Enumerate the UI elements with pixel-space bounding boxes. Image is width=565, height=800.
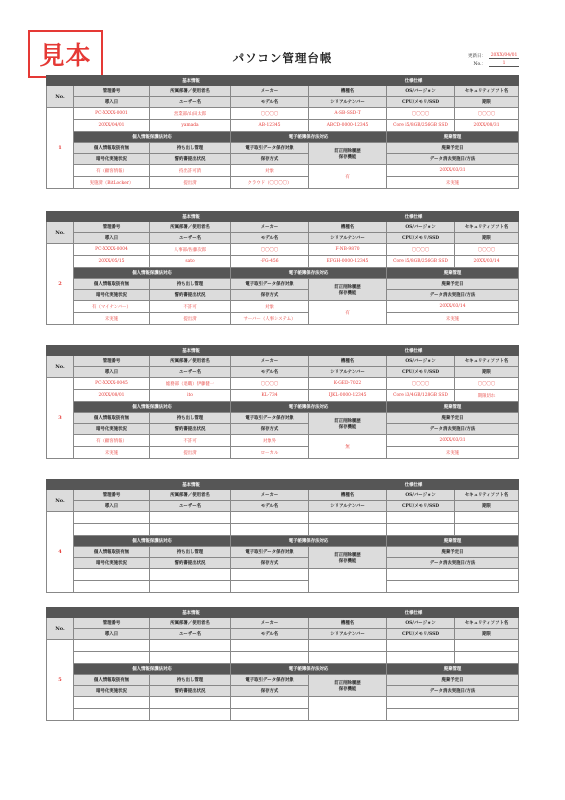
field-cpu[interactable]: Core i5/8GB/256GB SSD [387,256,455,268]
field-privacy-flag[interactable] [74,697,150,709]
col-header-os: OS/バージョン [387,86,455,97]
field-expiry[interactable]: 期限切れ [455,390,519,402]
tamper-header-line2: 保存機能 [338,424,357,430]
col-header-erase: データ消去実施日/方法 [387,686,519,697]
col-header-tamper [309,279,387,301]
field-os[interactable]: 〇〇〇〇 [387,108,455,120]
col-header-serial: シリアルナンバー [309,367,387,378]
record-table [46,607,519,721]
col-header-mgmt-no: 管理番号 [74,86,150,97]
tamper-header-line2: 保存機能 [338,558,357,564]
header-spacer [47,608,74,618]
header-asset: 廃棄管理 [387,402,519,413]
col-header-privacy-flag: 個人情報取扱有無 [74,279,150,290]
col-header-carry: 持ち出し管理 [150,413,231,424]
header-spacer [47,212,74,222]
col-header-model: 機種名 [309,618,387,629]
record-number: 3 [47,378,74,459]
update-date-label: 更新日： [468,54,486,59]
header-spacer [47,480,74,490]
field-disposal-date[interactable]: 20XX/03/14 [387,301,519,313]
col-header-storage: 保存方式 [231,154,309,165]
field-cpu[interactable] [387,652,455,664]
col-header-expiry: 期限 [455,501,519,512]
field-dept[interactable]: 営業部/山田太郎 [150,108,231,120]
col-header-model-name: モデル名 [231,233,309,244]
field-storage[interactable] [231,581,309,593]
field-pledge[interactable] [150,709,231,721]
field-tamper[interactable]: 有 [309,301,387,325]
field-pledge[interactable]: 提出済 [150,177,231,189]
header-basic-info: 基本情報 [74,212,309,222]
field-privacy-flag[interactable] [74,569,150,581]
page-title: パソコン管理台帳 [232,51,333,65]
col-header-expiry: 期限 [455,233,519,244]
col-header-maker: メーカー [231,490,309,501]
field-expiry[interactable] [455,524,519,536]
field-ebook-target[interactable] [231,697,309,709]
field-expiry[interactable] [455,652,519,664]
field-storage[interactable] [231,709,309,721]
field-maker[interactable]: 〇〇〇〇 [231,108,309,120]
col-header-pledge: 誓約書提出状況 [150,558,231,569]
field-model-name[interactable]: -FG-456 [231,256,309,268]
field-tamper[interactable]: 有 [309,165,387,189]
tamper-header-line1: 訂正削除履歴 [334,418,361,424]
field-tamper[interactable]: 無 [309,435,387,459]
col-header-ebook-target: 電子取引データ保存対象 [231,675,309,686]
field-os[interactable] [387,640,455,652]
col-header-disposal-date: 廃棄予定日 [387,279,519,290]
field-security[interactable] [455,640,519,652]
header-spacer [47,76,74,86]
sheet-no-label: No.： [473,62,486,67]
header-privacy: 個人情報保護法対応 [74,132,231,143]
record-block [46,607,518,721]
field-serial[interactable] [309,524,387,536]
record-number: 4 [47,512,74,593]
col-header-pledge: 誓約書提出状況 [150,686,231,697]
col-header-storage: 保存方式 [231,424,309,435]
header-spec-info: 仕様仕様 [309,212,519,222]
field-serial[interactable]: ABCD-0000-12345 [309,120,387,132]
field-intro-date[interactable]: 20XX/05/15 [74,256,150,268]
tamper-header-line1: 訂正削除履歴 [334,552,361,558]
field-erase[interactable]: 未実施 [387,447,519,459]
col-header-disposal-date: 廃棄予定日 [387,547,519,558]
col-header-expiry: 期限 [455,367,519,378]
field-ebook-target[interactable]: 対象 [231,165,309,177]
col-header-intro-date: 導入日 [74,97,150,108]
field-user[interactable] [150,524,231,536]
header-spacer [47,346,74,356]
field-user[interactable]: ito [150,390,231,402]
record-block [46,479,518,593]
col-header-serial: シリアルナンバー [309,97,387,108]
col-header-carry: 持ち出し管理 [150,547,231,558]
col-header-expiry: 期限 [455,97,519,108]
header-privacy: 個人情報保護法対応 [74,536,231,547]
col-header-tamper [309,675,387,697]
col-header-os: OS/バージョン [387,222,455,233]
header-basic-info: 基本情報 [74,346,309,356]
col-header-dept: 所属部署／使用者名 [150,356,231,367]
field-encrypt[interactable] [74,581,150,593]
col-header-intro-date: 導入日 [74,629,150,640]
field-disposal-date[interactable]: 20XX/03/31 [387,435,519,447]
record-block [46,211,518,325]
no-header: No. [47,86,74,108]
field-os[interactable]: 〇〇〇〇 [387,378,455,390]
field-carry[interactable]: 不許可 [150,301,231,313]
col-header-dept: 所属部署／使用者名 [150,222,231,233]
update-date-row [468,52,519,60]
header-spec-info: 仕様仕様 [309,480,519,490]
col-header-ebook-target: 電子取引データ保存対象 [231,279,309,290]
header-spec-info: 仕様仕様 [309,76,519,86]
field-dept[interactable]: 人事部/佐藤次郎 [150,244,231,256]
col-header-dept: 所属部署／使用者名 [150,490,231,501]
field-model-name[interactable] [231,524,309,536]
field-os[interactable] [387,512,455,524]
sheet-no-value[interactable]: 1 [489,61,519,67]
field-carry[interactable] [150,569,231,581]
record-block [46,75,518,189]
record-table [46,75,519,189]
record-table [46,345,519,459]
field-erase[interactable]: 未実施 [387,177,519,189]
field-model[interactable]: F-NB-9870 [309,244,387,256]
col-header-security: セキュリティソフト名 [455,356,519,367]
field-model-name[interactable] [231,652,309,664]
tamper-header-line1: 訂正削除履歴 [334,284,361,290]
header-ebook: 電子帳簿保存法対応 [231,268,387,279]
col-header-encrypt: 暗号化実施状況 [74,558,150,569]
field-dept[interactable] [150,512,231,524]
col-header-model: 機種名 [309,356,387,367]
field-ebook-target[interactable] [231,569,309,581]
field-disposal-date[interactable] [387,569,519,581]
field-model[interactable] [309,640,387,652]
no-header: No. [47,490,74,512]
field-mgmt-no[interactable] [74,512,150,524]
field-encrypt[interactable]: 未実施 [74,447,150,459]
field-pledge[interactable] [150,581,231,593]
field-carry[interactable] [150,697,231,709]
field-model-name[interactable]: AB-12345 [231,120,309,132]
field-maker[interactable] [231,512,309,524]
field-mgmt-no[interactable]: PC-XXXX-0001 [74,108,150,120]
field-model[interactable]: K-GED-7022 [309,378,387,390]
col-header-mgmt-no: 管理番号 [74,490,150,501]
col-header-disposal-date: 廃棄予定日 [387,413,519,424]
col-header-intro-date: 導入日 [74,501,150,512]
col-header-pledge: 誓約書提出状況 [150,424,231,435]
col-header-privacy-flag: 個人情報取扱有無 [74,413,150,424]
field-privacy-flag[interactable]: 有（顧客情報） [74,435,150,447]
col-header-cpu: CPU/メモリ/SSD [387,97,455,108]
field-security[interactable]: 〇〇〇〇 [455,108,519,120]
header-ebook: 電子帳簿保存法対応 [231,664,387,675]
header-ebook: 電子帳簿保存法対応 [231,536,387,547]
record-table [46,479,519,593]
field-disposal-date[interactable] [387,697,519,709]
col-header-intro-date: 導入日 [74,367,150,378]
sheet-no-row [468,60,519,68]
field-erase[interactable] [387,581,519,593]
field-model-name[interactable]: KL-734 [231,390,309,402]
col-header-maker: メーカー [231,222,309,233]
field-security[interactable] [455,512,519,524]
col-header-erase: データ消去実施日/方法 [387,424,519,435]
col-header-erase: データ消去実施日/方法 [387,154,519,165]
meta-box [468,52,519,68]
col-header-privacy-flag: 個人情報取扱有無 [74,675,150,686]
tamper-header-line2: 保存機能 [338,290,357,296]
col-header-cpu: CPU/メモリ/SSD [387,367,455,378]
col-header-storage: 保存方式 [231,290,309,301]
field-maker[interactable] [231,640,309,652]
col-header-mgmt-no: 管理番号 [74,222,150,233]
col-header-model-name: モデル名 [231,629,309,640]
field-security[interactable]: 〇〇〇〇 [455,244,519,256]
field-expiry[interactable]: 20XX/03/14 [455,256,519,268]
field-carry[interactable]: 不許可 [150,435,231,447]
col-header-pledge: 誓約書提出状況 [150,154,231,165]
field-disposal-date[interactable]: 20XX/03/31 [387,165,519,177]
col-header-erase: データ消去実施日/方法 [387,290,519,301]
field-encrypt[interactable] [74,709,150,721]
field-security[interactable]: 〇〇〇〇 [455,378,519,390]
field-storage[interactable]: サーバー（人事システム） [231,313,309,325]
col-header-maker: メーカー [231,86,309,97]
col-header-expiry: 期限 [455,629,519,640]
header-asset: 廃棄管理 [387,132,519,143]
col-header-encrypt: 暗号化実施状況 [74,154,150,165]
col-header-carry: 持ち出し管理 [150,675,231,686]
field-encrypt[interactable]: 実施済（BitLocker） [74,177,150,189]
header-privacy: 個人情報保護法対応 [74,402,231,413]
col-header-model: 機種名 [309,490,387,501]
col-header-os: OS/バージョン [387,618,455,629]
field-dept[interactable] [150,640,231,652]
update-date-value[interactable]: 20XX/04/01 [490,53,518,58]
col-header-cpu: CPU/メモリ/SSD [387,629,455,640]
col-header-tamper [309,413,387,435]
record-number: 1 [47,108,74,189]
col-header-carry: 持ち出し管理 [150,279,231,290]
col-header-model-name: モデル名 [231,367,309,378]
col-header-disposal-date: 廃棄予定日 [387,675,519,686]
col-header-privacy-flag: 個人情報取扱有無 [74,143,150,154]
record-number: 5 [47,640,74,721]
field-carry[interactable]: 持出許可済 [150,165,231,177]
col-header-mgmt-no: 管理番号 [74,618,150,629]
no-header: No. [47,356,74,378]
header-privacy: 個人情報保護法対応 [74,664,231,675]
col-header-serial: シリアルナンバー [309,629,387,640]
col-header-pledge: 誓約書提出状況 [150,290,231,301]
field-tamper[interactable] [309,697,387,721]
tamper-header-line1: 訂正削除履歴 [334,680,361,686]
record-block [46,345,518,459]
col-header-cpu: CPU/メモリ/SSD [387,501,455,512]
col-header-storage: 保存方式 [231,686,309,697]
field-cpu[interactable]: Core i5/8GB/256GB SSD [387,120,455,132]
field-privacy-flag[interactable]: 有（マイナンバー） [74,301,150,313]
col-header-security: セキュリティソフト名 [455,222,519,233]
field-user[interactable]: yamada [150,120,231,132]
no-header: No. [47,222,74,244]
col-header-user: ユーザー名 [150,233,231,244]
header-basic-info: 基本情報 [74,480,309,490]
col-header-mgmt-no: 管理番号 [74,356,150,367]
col-header-security: セキュリティソフト名 [455,86,519,97]
field-intro-date[interactable] [74,652,150,664]
header-ebook: 電子帳簿保存法対応 [231,402,387,413]
col-header-carry: 持ち出し管理 [150,143,231,154]
tamper-header-line2: 保存機能 [338,686,357,692]
field-model[interactable] [309,512,387,524]
field-os[interactable]: 〇〇〇〇 [387,244,455,256]
field-storage[interactable]: ローカル [231,447,309,459]
col-header-maker: メーカー [231,618,309,629]
col-header-security: セキュリティソフト名 [455,618,519,629]
no-header: No. [47,618,74,640]
col-header-os: OS/バージョン [387,356,455,367]
header-basic-info: 基本情報 [74,76,309,86]
tamper-header-line2: 保存機能 [338,154,357,160]
col-header-user: ユーザー名 [150,97,231,108]
col-header-model: 機種名 [309,86,387,97]
col-header-serial: シリアルナンバー [309,233,387,244]
col-header-user: ユーザー名 [150,501,231,512]
col-header-tamper [309,547,387,569]
col-header-model-name: モデル名 [231,501,309,512]
col-header-cpu: CPU/メモリ/SSD [387,233,455,244]
header-basic-info: 基本情報 [74,608,309,618]
header-spec-info: 仕様仕様 [309,346,519,356]
header-asset: 廃棄管理 [387,664,519,675]
col-header-ebook-target: 電子取引データ保存対象 [231,143,309,154]
col-header-user: ユーザー名 [150,629,231,640]
field-intro-date[interactable]: 20XX/04/01 [74,120,150,132]
header-ebook: 電子帳簿保存法対応 [231,132,387,143]
field-user[interactable]: sato [150,256,231,268]
field-storage[interactable]: クラウド（〇〇〇〇） [231,177,309,189]
col-header-erase: データ消去実施日/方法 [387,558,519,569]
col-header-privacy-flag: 個人情報取扱有無 [74,547,150,558]
col-header-model-name: モデル名 [231,97,309,108]
field-user[interactable] [150,652,231,664]
col-header-maker: メーカー [231,356,309,367]
header-asset: 廃棄管理 [387,268,519,279]
field-ebook-target[interactable]: 対象外 [231,435,309,447]
header-asset: 廃棄管理 [387,536,519,547]
col-header-tamper [309,143,387,165]
field-erase[interactable]: 未実施 [387,313,519,325]
field-intro-date[interactable]: 20XX/08/01 [74,390,150,402]
col-header-dept: 所属部署／使用者名 [150,86,231,97]
col-header-intro-date: 導入日 [74,233,150,244]
field-mgmt-no[interactable]: PC-XXXX-0004 [74,244,150,256]
field-erase[interactable] [387,709,519,721]
col-header-os: OS/バージョン [387,490,455,501]
col-header-encrypt: 暗号化実施状況 [74,686,150,697]
field-serial[interactable]: IJKL-0000-12345 [309,390,387,402]
record-number: 2 [47,244,74,325]
col-header-security: セキュリティソフト名 [455,490,519,501]
header-privacy: 個人情報保護法対応 [74,268,231,279]
field-serial[interactable] [309,652,387,664]
field-encrypt[interactable]: 未実施 [74,313,150,325]
col-header-storage: 保存方式 [231,558,309,569]
field-privacy-flag[interactable]: 有（顧客情報） [74,165,150,177]
col-header-serial: シリアルナンバー [309,501,387,512]
col-header-ebook-target: 電子取引データ保存対象 [231,413,309,424]
field-maker[interactable]: 〇〇〇〇 [231,244,309,256]
header-spec-info: 仕様仕様 [309,608,519,618]
col-header-dept: 所属部署／使用者名 [150,618,231,629]
field-cpu[interactable]: Core i3/4GB/128GB SSD [387,390,455,402]
field-dept[interactable]: 総務部（退職）伊藤健一 [150,378,231,390]
col-header-encrypt: 暗号化実施状況 [74,424,150,435]
field-ebook-target[interactable]: 対象 [231,301,309,313]
field-pledge[interactable]: 提出済 [150,313,231,325]
tamper-header-line1: 訂正削除履歴 [334,148,361,154]
field-model[interactable]: A-SB-SSD-T [309,108,387,120]
field-cpu[interactable] [387,524,455,536]
col-header-ebook-target: 電子取引データ保存対象 [231,547,309,558]
field-tamper[interactable] [309,569,387,593]
col-header-user: ユーザー名 [150,367,231,378]
field-intro-date[interactable] [74,524,150,536]
col-header-model: 機種名 [309,222,387,233]
field-maker[interactable]: 〇〇〇〇 [231,378,309,390]
field-pledge[interactable]: 提出済 [150,447,231,459]
sample-stamp: 見本 [28,30,103,78]
field-mgmt-no[interactable] [74,640,150,652]
col-header-disposal-date: 廃棄予定日 [387,143,519,154]
field-mgmt-no[interactable]: PC-XXXX-0045 [74,378,150,390]
record-table [46,211,519,325]
field-expiry[interactable]: 20XX/08/31 [455,120,519,132]
field-serial[interactable]: EFGH-0000-12345 [309,256,387,268]
col-header-encrypt: 暗号化実施状況 [74,290,150,301]
